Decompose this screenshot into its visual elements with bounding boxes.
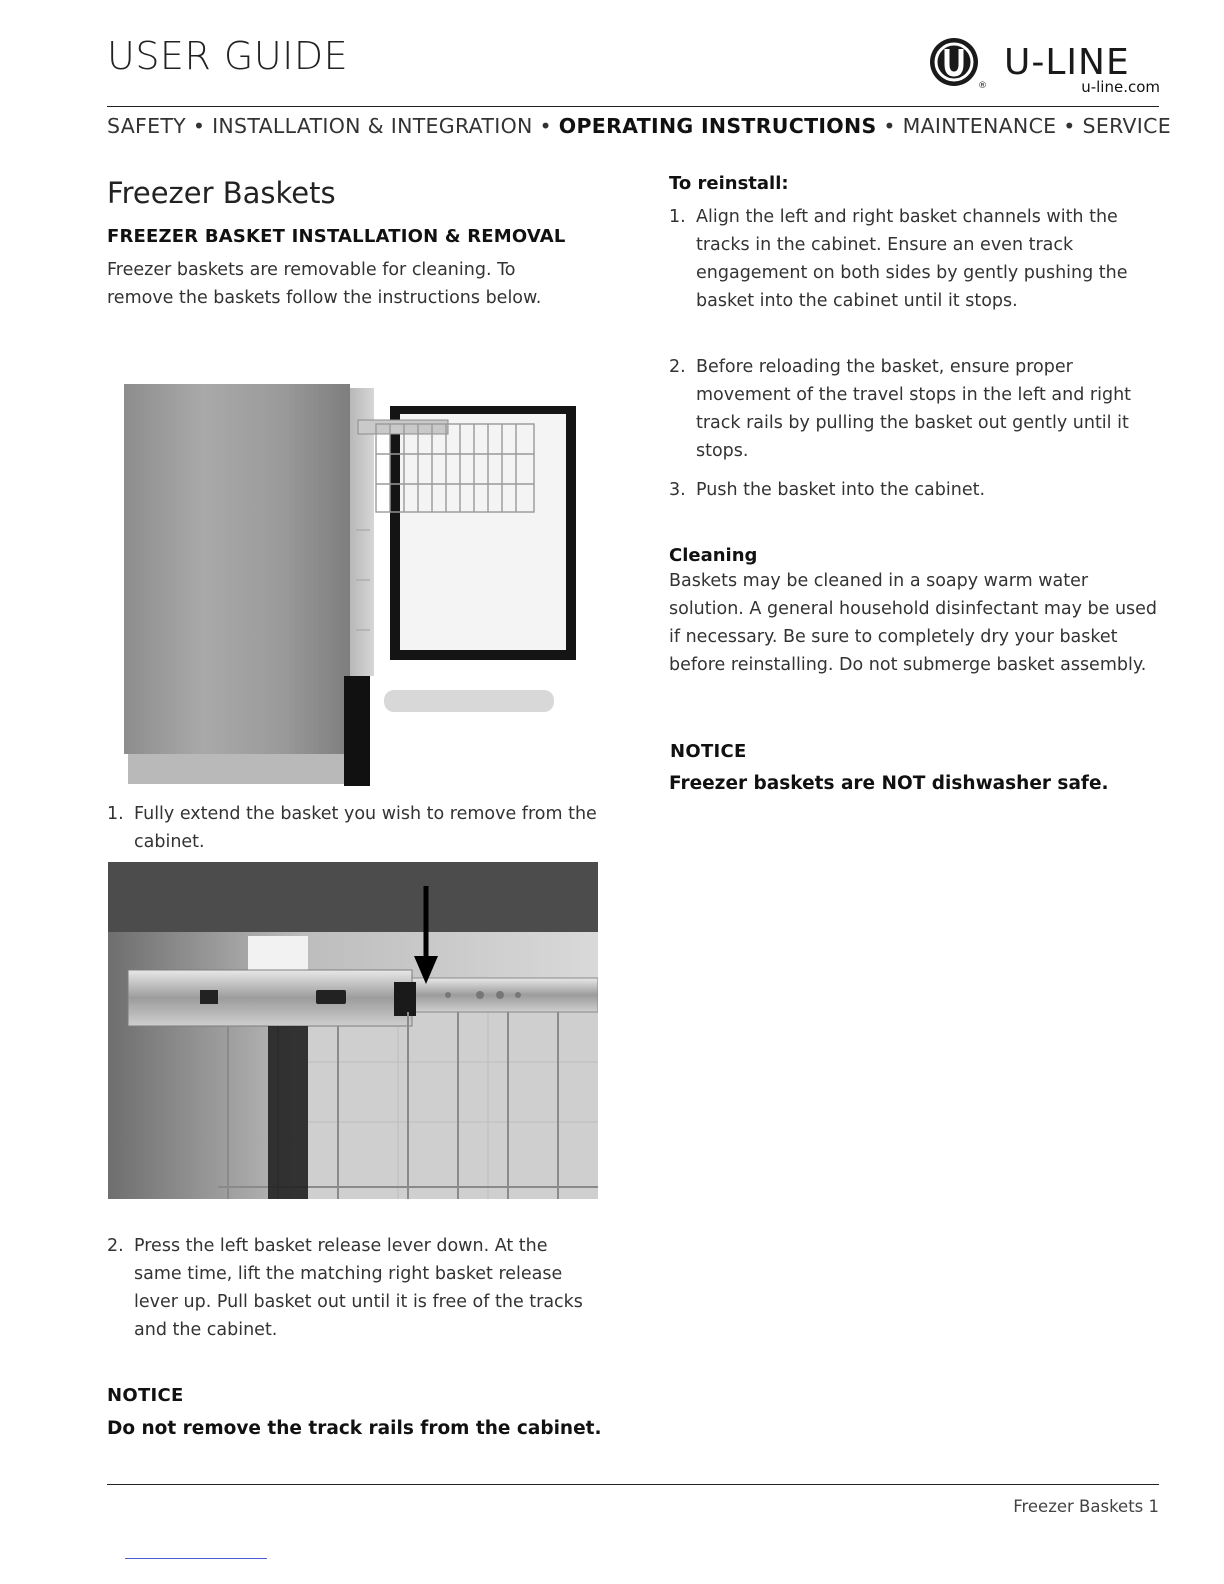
nav-item-safety[interactable]: SAFETY [107, 114, 187, 138]
removal-step-2 [107, 1232, 597, 1344]
step-text: Align the left and right basket channels with the tracks in the cabinet. Ensure an even track engagement on both sides by gently pushing the basket into the cabinet until it stops. [696, 207, 1128, 311]
step-number: 1. [669, 207, 686, 227]
svg-text:U-LINE: U-LINE [1004, 42, 1130, 83]
footer-link-underline[interactable] [125, 1558, 267, 1559]
cleaning-heading: Cleaning [669, 545, 758, 566]
intro-paragraph: Freezer baskets are removable for cleaning. To remove the baskets follow the instructions below. [107, 260, 542, 308]
step-number: 3. [669, 480, 686, 500]
step-text: Before reloading the basket, ensure proper movement of the travel stops in the left and right track rails by pulling the basket out gently until it stops. [696, 357, 1132, 461]
reinstall-step-3 [669, 476, 1159, 504]
footer-divider [107, 1484, 1159, 1485]
svg-text:®: ® [978, 81, 987, 91]
reinstall-heading: To reinstall: [669, 173, 789, 194]
step-number: 2. [107, 1236, 124, 1256]
step-number: 1. [107, 804, 124, 824]
cleaning-paragraph: Baskets may be cleaned in a soapy warm water solution. A general household disinfectant may be used if necessary. Be sure to completely dry your basket before reinstalling. Do not submerge basket assembly. [669, 571, 1158, 675]
notice-heading: NOTICE [107, 1385, 184, 1406]
notice-heading: NOTICE [670, 741, 747, 762]
step-text: Push the basket into the cabinet. [696, 480, 986, 500]
notice-text: Freezer baskets are NOT dishwasher safe. [669, 773, 1109, 794]
header-divider [107, 106, 1159, 107]
removal-step-1 [107, 800, 597, 856]
nav-separator: • [1063, 114, 1076, 138]
track-rail-closeup-photo [108, 862, 598, 1199]
freezer-cabinet-photo [118, 380, 580, 792]
page-label: Freezer Baskets 1 [1013, 1497, 1159, 1516]
step-text: Fully extend the basket you wish to remove from the cabinet. [134, 804, 597, 852]
nav-item-maintenance[interactable]: MAINTENANCE [902, 114, 1057, 138]
nav-separator: • [883, 114, 896, 138]
nav-separator: • [192, 114, 206, 138]
document-title: USER GUIDE [107, 34, 349, 78]
nav-item-service[interactable]: SERVICE [1082, 114, 1172, 138]
section-nav [107, 114, 1172, 138]
u-line-logo [928, 34, 1160, 96]
nav-separator: • [539, 114, 552, 138]
nav-item-operating-instructions[interactable]: OPERATING INSTRUCTIONS [558, 114, 877, 138]
notice-text: Do not remove the track rails from the cabinet. [107, 1418, 602, 1439]
step-number: 2. [669, 357, 686, 377]
step-text: Press the left basket release lever down. At the same time, lift the matching right basket release lever up. Pull basket out until it is free of the tracks and the cabinet. [134, 1236, 583, 1340]
reinstall-step-2 [669, 353, 1159, 465]
section-title: Freezer Baskets [107, 176, 336, 210]
sub-heading: FREEZER BASKET INSTALLATION & REMOVAL [107, 226, 566, 247]
nav-item-installation[interactable]: INSTALLATION & INTEGRATION [212, 114, 533, 138]
reinstall-step-1 [669, 203, 1159, 315]
website-link[interactable]: u-line.com [1081, 78, 1160, 96]
